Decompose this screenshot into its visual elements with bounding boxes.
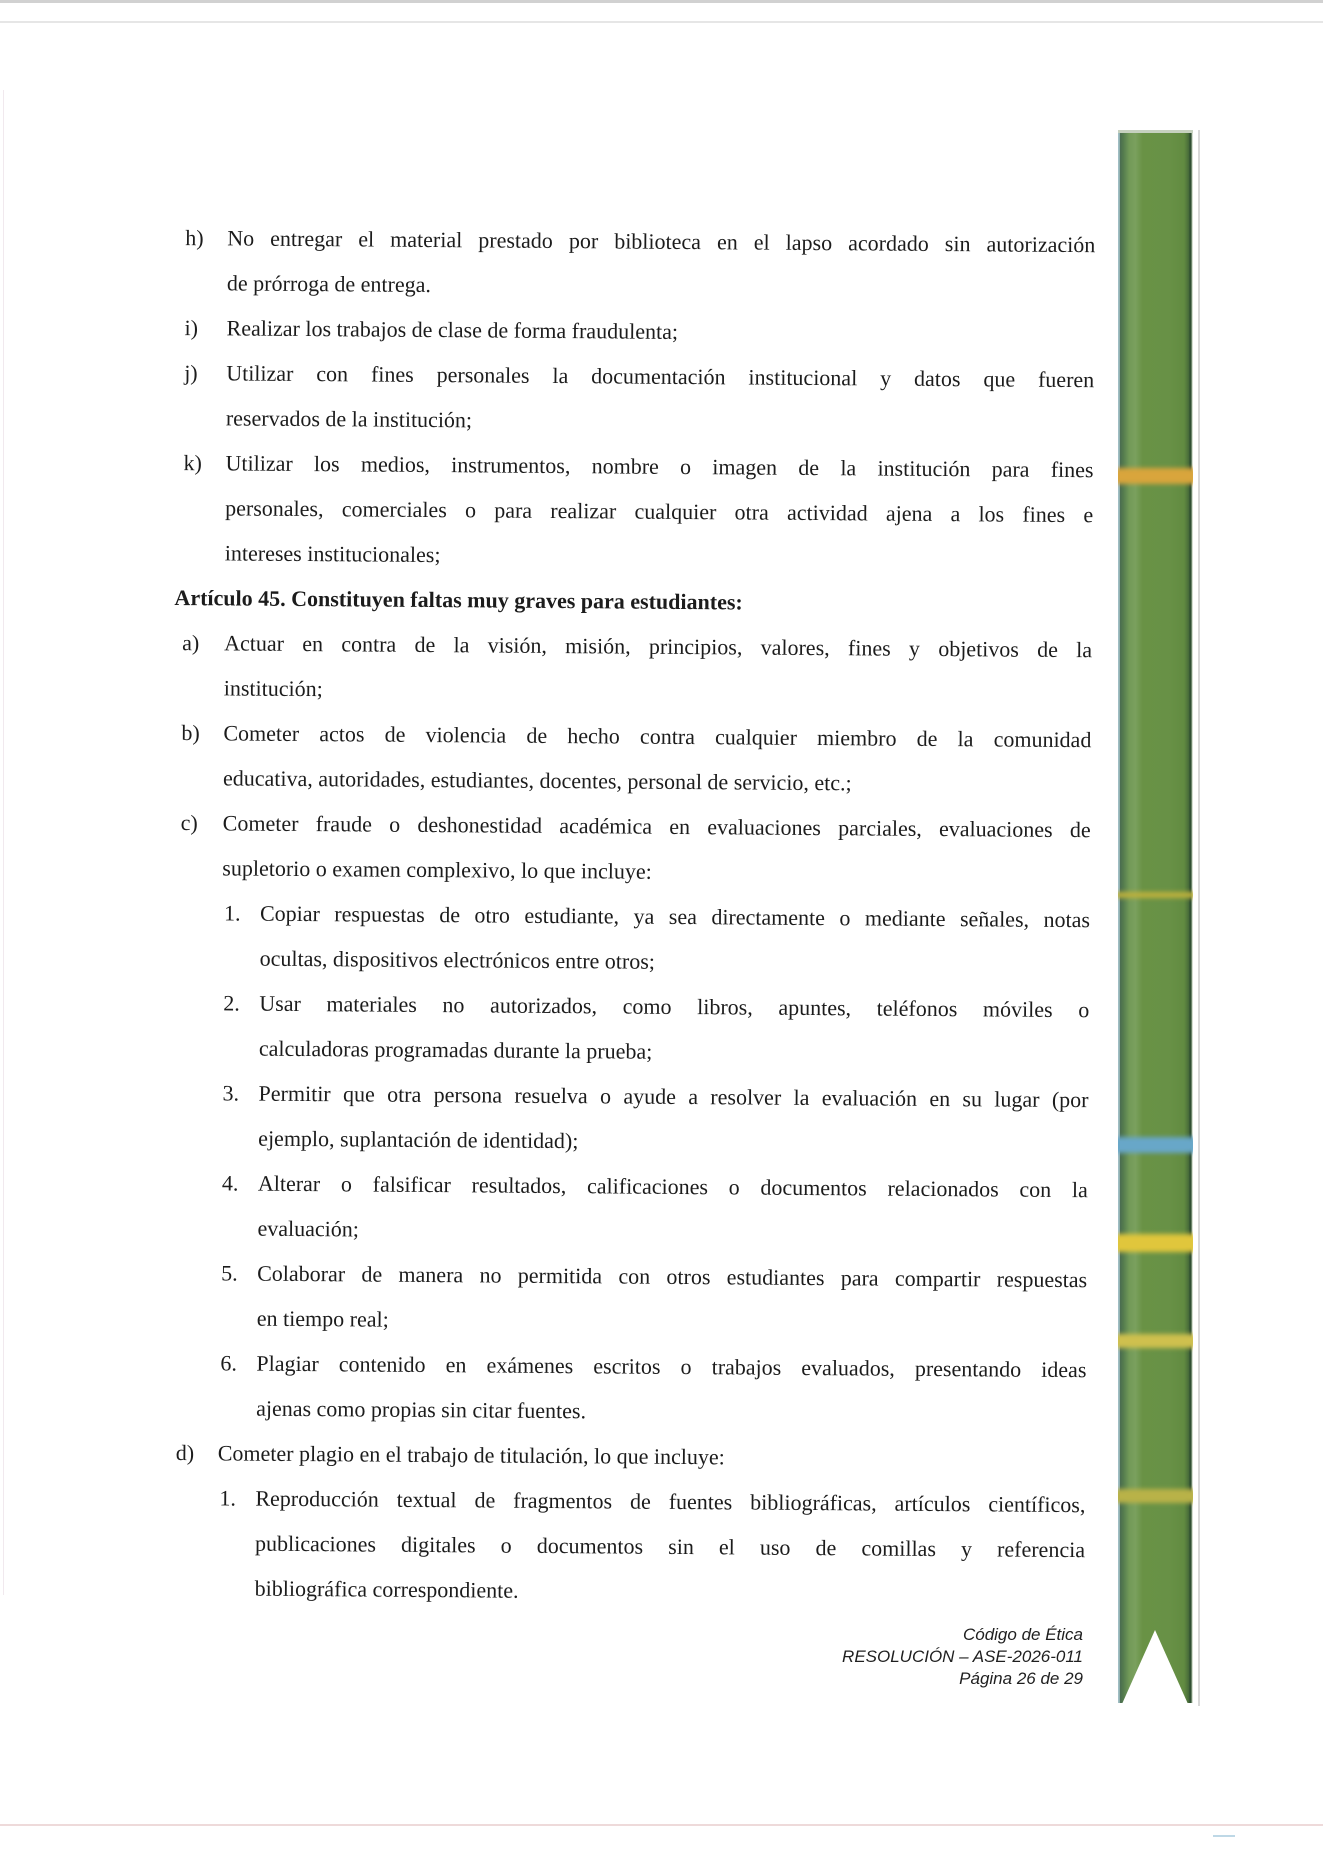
text-line: en tiempo real;	[256, 1305, 389, 1332]
list-item-marker: 6.	[220, 1350, 238, 1376]
ribbon-color-band	[1118, 1489, 1193, 1503]
list-item-marker: 5.	[221, 1260, 238, 1286]
text-line: No entregar el material prestado por biblioteca en el lapso acordado sin autorización	[227, 225, 1096, 258]
list-item-row	[0, 799, 1111, 898]
list-item-row	[0, 1339, 1107, 1438]
ribbon-color-band	[1118, 1137, 1193, 1153]
list-item-row	[0, 1159, 1108, 1258]
list-item-row	[2, 619, 1113, 718]
text-line: ajenas como propias sin citar fuentes.	[256, 1395, 587, 1424]
scan-artifact-bottom-line	[0, 1824, 1323, 1826]
list-item-row	[0, 1069, 1109, 1168]
list-item-marker: c)	[180, 810, 198, 836]
list-item-row	[0, 889, 1110, 988]
ribbon-notch	[1122, 1630, 1188, 1703]
list-item-row	[0, 1249, 1107, 1348]
ribbon-color-band	[1118, 892, 1193, 898]
text-line: Utilizar con fines personales la documentación institucional y datos que fueren	[226, 360, 1095, 393]
list-item-row	[1, 709, 1112, 808]
text-line: evaluación;	[257, 1215, 360, 1242]
text-line: Utilizar los medios, instrumentos, nombre o imagen de la institución para fines	[225, 450, 1094, 483]
list-item-marker: 2.	[223, 990, 240, 1016]
list-item-row	[0, 979, 1109, 1078]
text-line: Alterar o falsificar resultados, calificaciones o documentos relacionados con la	[257, 1170, 1088, 1203]
footer-resolution-number: RESOLUCIÓN – ASE-2026-011	[842, 1647, 1083, 1666]
text-line: Reproducción textual de fragmentos de fuentes bibliográficas, artículos científicos,	[255, 1485, 1086, 1518]
text-line: Plagiar contenido en exámenes escritos o trabajos evaluados, presentando ideas	[256, 1350, 1087, 1383]
scan-artifact-top-line-2	[0, 21, 1323, 23]
list-item-marker: j)	[184, 360, 198, 386]
text-line: intereses institucionales;	[224, 540, 441, 568]
text-line: supletorio o examen complexivo, lo que incluye:	[222, 855, 652, 884]
text-line: Permitir que otra persona resuelva o ayude a resolver la evaluación en su lugar (por	[258, 1080, 1089, 1113]
text-line: Cometer plagio en el trabajo de titulación, lo que incluye:	[217, 1440, 725, 1470]
green-bookmark-ribbon	[1118, 130, 1193, 1703]
page-footer	[842, 1624, 1083, 1690]
ribbon-shadow	[1198, 130, 1200, 1706]
text-line: Cometer actos de violencia de hecho contra cualquier miembro de la comunidad	[223, 720, 1092, 753]
list-item-row	[0, 1474, 1106, 1618]
text-line: Realizar los trabajos de clase de forma fraudulenta;	[226, 315, 679, 344]
list-item-marker: 1.	[223, 900, 241, 926]
text-line: reservados de la institución;	[225, 405, 473, 433]
list-item-marker: a)	[182, 630, 200, 656]
list-item-marker: i)	[184, 315, 199, 341]
text-line: publicaciones digitales o documentos sin el uso de comillas y referencia	[254, 1530, 1086, 1563]
list-item-marker: 1.	[219, 1485, 237, 1511]
ribbon-color-band	[1118, 468, 1193, 484]
text-line: de prórroga de entrega.	[226, 270, 432, 298]
list-item-row	[4, 349, 1115, 448]
scan-artifact-blue-speck	[1213, 1835, 1235, 1837]
text-line: Actuar en contra de la visión, misión, principios, valores, fines y objetivos de la	[224, 630, 1093, 663]
scan-artifact-top-line	[0, 0, 1323, 3]
footer-document-title: Código de Ética	[962, 1625, 1083, 1644]
list-item-row	[5, 214, 1116, 313]
text-line: calculadoras programadas durante la prueba;	[258, 1035, 653, 1064]
list-item-marker: k)	[183, 450, 202, 476]
text-line: Copiar respuestas de otro estudiante, ya sea directamente o mediante señales, notas	[259, 900, 1091, 933]
text-line: institución;	[223, 675, 323, 702]
list-item-marker: h)	[185, 225, 204, 251]
text-line: ocultas, dispositivos electrónicos entre otros;	[259, 945, 656, 974]
list-item-marker: d)	[175, 1440, 195, 1466]
list-item-marker: 4.	[221, 1170, 239, 1196]
text-line: educativa, autoridades, estudiantes, docentes, personal de servicio, etc.;	[222, 765, 852, 796]
document-text-block	[0, 214, 1115, 1618]
text-line: ejemplo, suplantación de identidad);	[258, 1125, 579, 1154]
text-line: Usar materiales no autorizados, como libros, apuntes, teléfonos móviles o	[259, 990, 1090, 1023]
text-line: bibliográfica correspondiente.	[254, 1575, 519, 1603]
text-line: Colaborar de manera no permitida con otros estudiantes para compartir respuestas	[257, 1260, 1088, 1293]
list-item-row	[3, 439, 1114, 583]
ribbon-color-band	[1118, 1334, 1193, 1348]
text-line: Cometer fraude o deshonestidad académica en evaluaciones parciales, evaluaciones de	[222, 810, 1091, 843]
text-line: personales, comerciales o para realizar cualquier otra actividad ajena a los fines e	[225, 495, 1094, 528]
ribbon-color-band	[1118, 1234, 1193, 1252]
list-item-marker: 3.	[222, 1080, 240, 1106]
text-line: Artículo 45. Constituyen faltas muy graves para estudiantes:	[174, 585, 743, 615]
list-item-marker: b)	[181, 720, 200, 746]
footer-page-number: Página 26 de 29	[959, 1669, 1083, 1688]
